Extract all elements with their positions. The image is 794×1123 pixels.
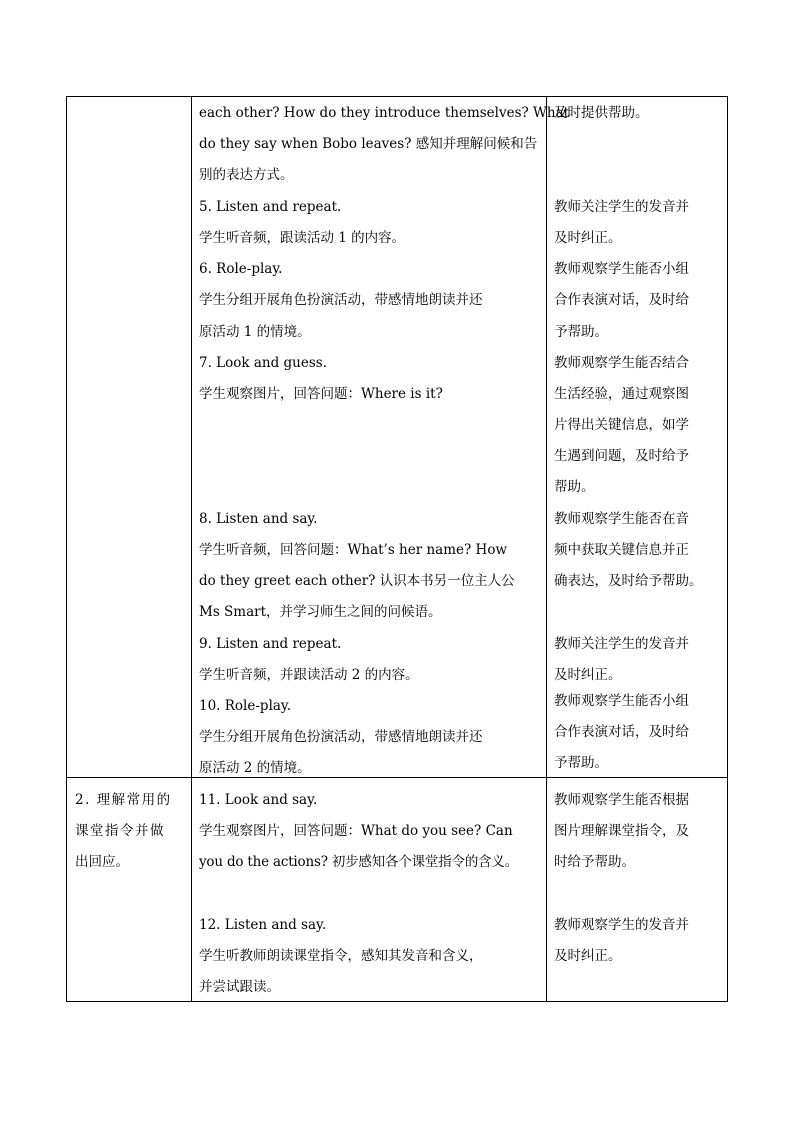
evaluation-line: 生活经验，通过观察图 bbox=[554, 386, 689, 402]
evaluation-line: 教师观察学生的发音并 bbox=[554, 917, 689, 933]
process-line: 9. Listen and repeat. bbox=[199, 636, 342, 652]
evaluation-line: 教师观察学生能否根据 bbox=[554, 792, 689, 808]
process-line: do they greet each other? 认识本书另一位主人公 bbox=[199, 573, 515, 589]
evaluation-line: 及时提供帮助。 bbox=[554, 105, 649, 121]
process-line: 原活动 2 的情境。 bbox=[199, 760, 311, 776]
process-line: 7. Look and guess. bbox=[199, 355, 328, 371]
lesson-plan-table bbox=[66, 96, 728, 1002]
evaluation-line: 教师关注学生的发音并 bbox=[554, 199, 689, 215]
evaluation-line: 及时纠正。 bbox=[554, 230, 622, 246]
column-divider-2 bbox=[546, 97, 547, 1001]
evaluation-line: 片得出关键信息，如学 bbox=[554, 417, 689, 433]
process-line: 11. Look and say. bbox=[199, 792, 318, 808]
process-line: each other? How do they introduce themselves? What bbox=[199, 105, 570, 121]
evaluation-line: 合作表演对话，及时给 bbox=[554, 292, 689, 308]
process-line: 学生分组开展角色扮演活动，带感情地朗读并还 bbox=[199, 729, 483, 745]
objective-line: 课堂指令并做 bbox=[75, 823, 165, 839]
process-line: 学生观察图片，回答问题：What do you see? Can bbox=[199, 823, 513, 839]
evaluation-line: 帮助。 bbox=[554, 479, 595, 495]
evaluation-line: 教师观察学生能否结合 bbox=[554, 355, 689, 371]
evaluation-line: 图片理解课堂指令，及 bbox=[554, 823, 689, 839]
evaluation-line: 及时纠正。 bbox=[554, 948, 622, 964]
objective-line: 2. 理解常用的 bbox=[75, 792, 172, 808]
evaluation-line: 教师观察学生能否在音 bbox=[554, 511, 689, 527]
process-line: 学生听音频，跟读活动 1 的内容。 bbox=[199, 230, 406, 246]
process-line: 学生听音频，并跟读活动 2 的内容。 bbox=[199, 667, 419, 683]
evaluation-line: 及时纠正。 bbox=[554, 667, 622, 683]
evaluation-line: 生遇到问题，及时给予 bbox=[554, 448, 689, 464]
evaluation-line: 合作表演对话，及时给 bbox=[554, 724, 689, 740]
process-line: do they say when Bobo leaves? 感知并理解问候和告 bbox=[199, 136, 538, 152]
process-line: 学生听音频，回答问题：What’s her name? How bbox=[199, 542, 508, 558]
evaluation-line: 教师观察学生能否小组 bbox=[554, 693, 689, 709]
process-line: 原活动 1 的情境。 bbox=[199, 324, 311, 340]
process-line: 5. Listen and repeat. bbox=[199, 199, 342, 215]
process-line: 6. Role-play. bbox=[199, 261, 283, 277]
process-line: 学生观察图片，回答问题：Where is it? bbox=[199, 386, 443, 402]
evaluation-line: 予帮助。 bbox=[554, 755, 608, 771]
process-line: you do the actions? 初步感知各个课堂指令的含义。 bbox=[199, 854, 519, 870]
evaluation-line: 确表达，及时给予帮助。 bbox=[554, 573, 703, 589]
process-line: 学生分组开展角色扮演活动，带感情地朗读并还 bbox=[199, 292, 483, 308]
column-divider-1 bbox=[191, 97, 192, 1001]
process-line: 别的表达方式。 bbox=[199, 167, 294, 183]
process-line: 8. Listen and say. bbox=[199, 511, 318, 527]
evaluation-line: 频中获取关键信息并正 bbox=[554, 542, 689, 558]
process-line: 12. Listen and say. bbox=[199, 917, 327, 933]
process-line: 10. Role-play. bbox=[199, 698, 292, 714]
process-line: Ms Smart，并学习师生之间的问候语。 bbox=[199, 604, 442, 620]
evaluation-line: 予帮助。 bbox=[554, 324, 608, 340]
process-line: 学生听教师朗读课堂指令，感知其发音和含义， bbox=[199, 948, 483, 964]
evaluation-line: 时给予帮助。 bbox=[554, 854, 635, 870]
process-line: 并尝试跟读。 bbox=[199, 979, 280, 995]
evaluation-line: 教师观察学生能否小组 bbox=[554, 261, 689, 277]
objective-line: 出回应。 bbox=[75, 854, 129, 870]
evaluation-line: 教师关注学生的发音并 bbox=[554, 636, 689, 652]
